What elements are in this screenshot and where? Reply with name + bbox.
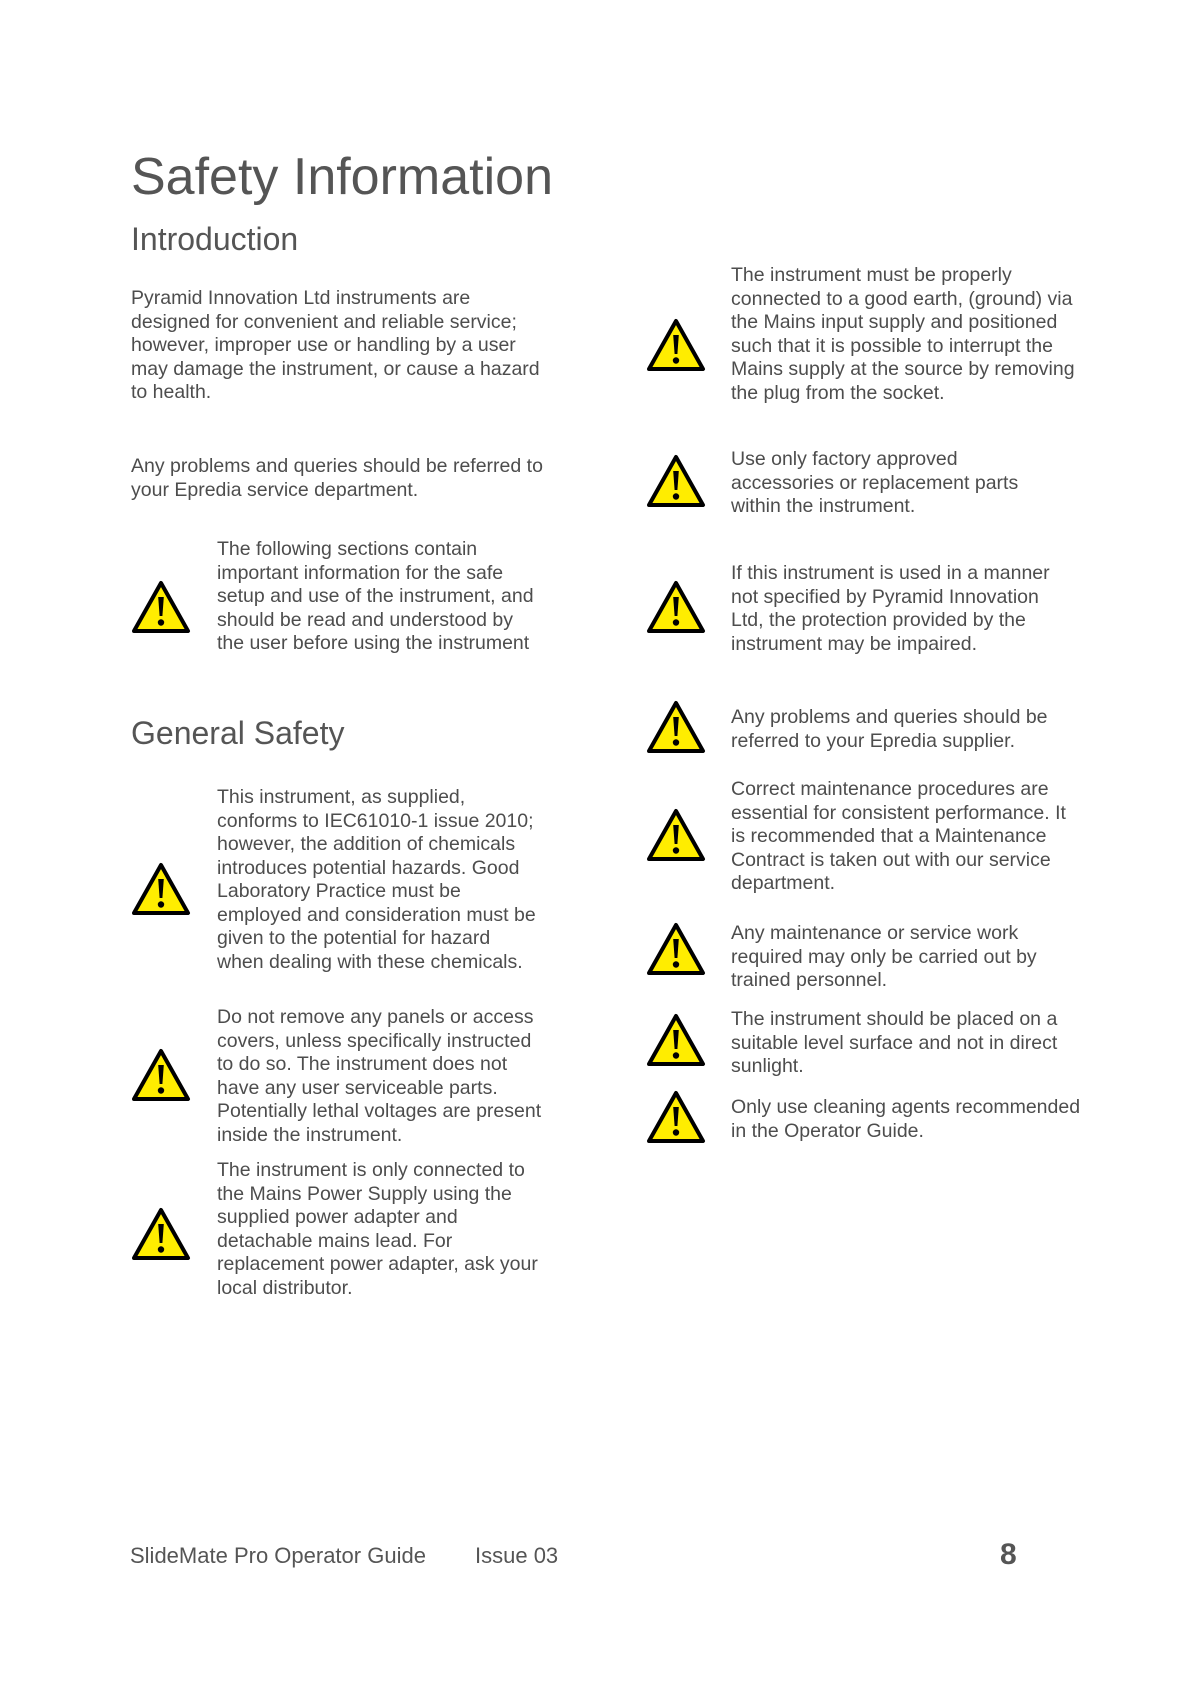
warning-triangle-icon <box>646 318 706 372</box>
warning-text: This instrument, as supplied, conforms to IEC61010-1 issue 2010; however, the addition of chemicals introduces potential hazards. Good Laboratory Practice must be employed and consideration must be given to the potential for hazard when dealing with these chemicals. <box>217 786 536 973</box>
general-safety-heading: General Safety <box>131 715 345 751</box>
warning-triangle-icon <box>646 1090 706 1144</box>
intro-paragraph-1: Pyramid Innovation Ltd instruments are designed for convenient and reliable service; however, improper use or handling by a user may damage the instrument, or cause a hazard to health. <box>131 287 540 403</box>
warning-text: If this instrument is used in a manner not specified by Pyramid Innovation Ltd, the protection provided by the instrument may be impaired. <box>731 562 1050 655</box>
page-number: 8 <box>1000 1538 1017 1571</box>
warning-text: Any problems and queries should be referred to your Epredia supplier. <box>731 706 1048 752</box>
warning-text: The instrument is only connected to the Mains Power Supply using the supplied power adapter and detachable mains lead. For replacement power adapter, ask your local distributor. <box>217 1159 538 1299</box>
warning-text: The instrument must be properly connected to a good earth, (ground) via the Mains input supply and positioned such that it is possible to interrupt the Mains supply at the source by removing the plug from the socket. <box>731 264 1075 404</box>
warning-text: The instrument should be placed on a suitable level surface and not in direct sunlight. <box>731 1008 1058 1077</box>
footer-issue: Issue 03 <box>475 1543 559 1568</box>
intro-paragraph-2: Any problems and queries should be referred to your Epredia service department. <box>131 455 543 501</box>
warning-text: Do not remove any panels or access covers, unless specifically instructed to do so. The instrument does not have any user serviceable parts. Potentially lethal voltages are present inside the instrument. <box>217 1006 542 1146</box>
warning-triangle-icon <box>131 1207 191 1261</box>
introduction-heading: Introduction <box>131 221 299 257</box>
warning-text: Only use cleaning agents recommended in the Operator Guide. <box>731 1096 1081 1142</box>
warning-text: The following sections contain important information for the safe setup and use of the instrument, and should be read and understood by the user before using the instrument <box>217 538 534 654</box>
warning-triangle-icon <box>646 454 706 508</box>
page-title: Safety Information <box>131 148 553 206</box>
warning-triangle-icon <box>131 580 191 634</box>
warning-triangle-icon <box>646 922 706 976</box>
warning-triangle-icon <box>131 1048 191 1102</box>
warning-triangle-icon <box>131 862 191 916</box>
warning-triangle-icon <box>646 1013 706 1067</box>
warning-text: Use only factory approved accessories or replacement parts within the instrument. <box>731 448 1019 517</box>
warning-text: Correct maintenance procedures are essential for consistent performance. It is recommended that a Maintenance Contract is taken out with our service department. <box>731 778 1066 894</box>
warning-text: Any maintenance or service work required may only be carried out by trained personnel. <box>731 922 1037 991</box>
warning-triangle-icon <box>646 580 706 634</box>
warning-triangle-icon <box>646 808 706 862</box>
footer-guide-name: SlideMate Pro Operator Guide <box>130 1543 426 1568</box>
warning-triangle-icon <box>646 700 706 754</box>
